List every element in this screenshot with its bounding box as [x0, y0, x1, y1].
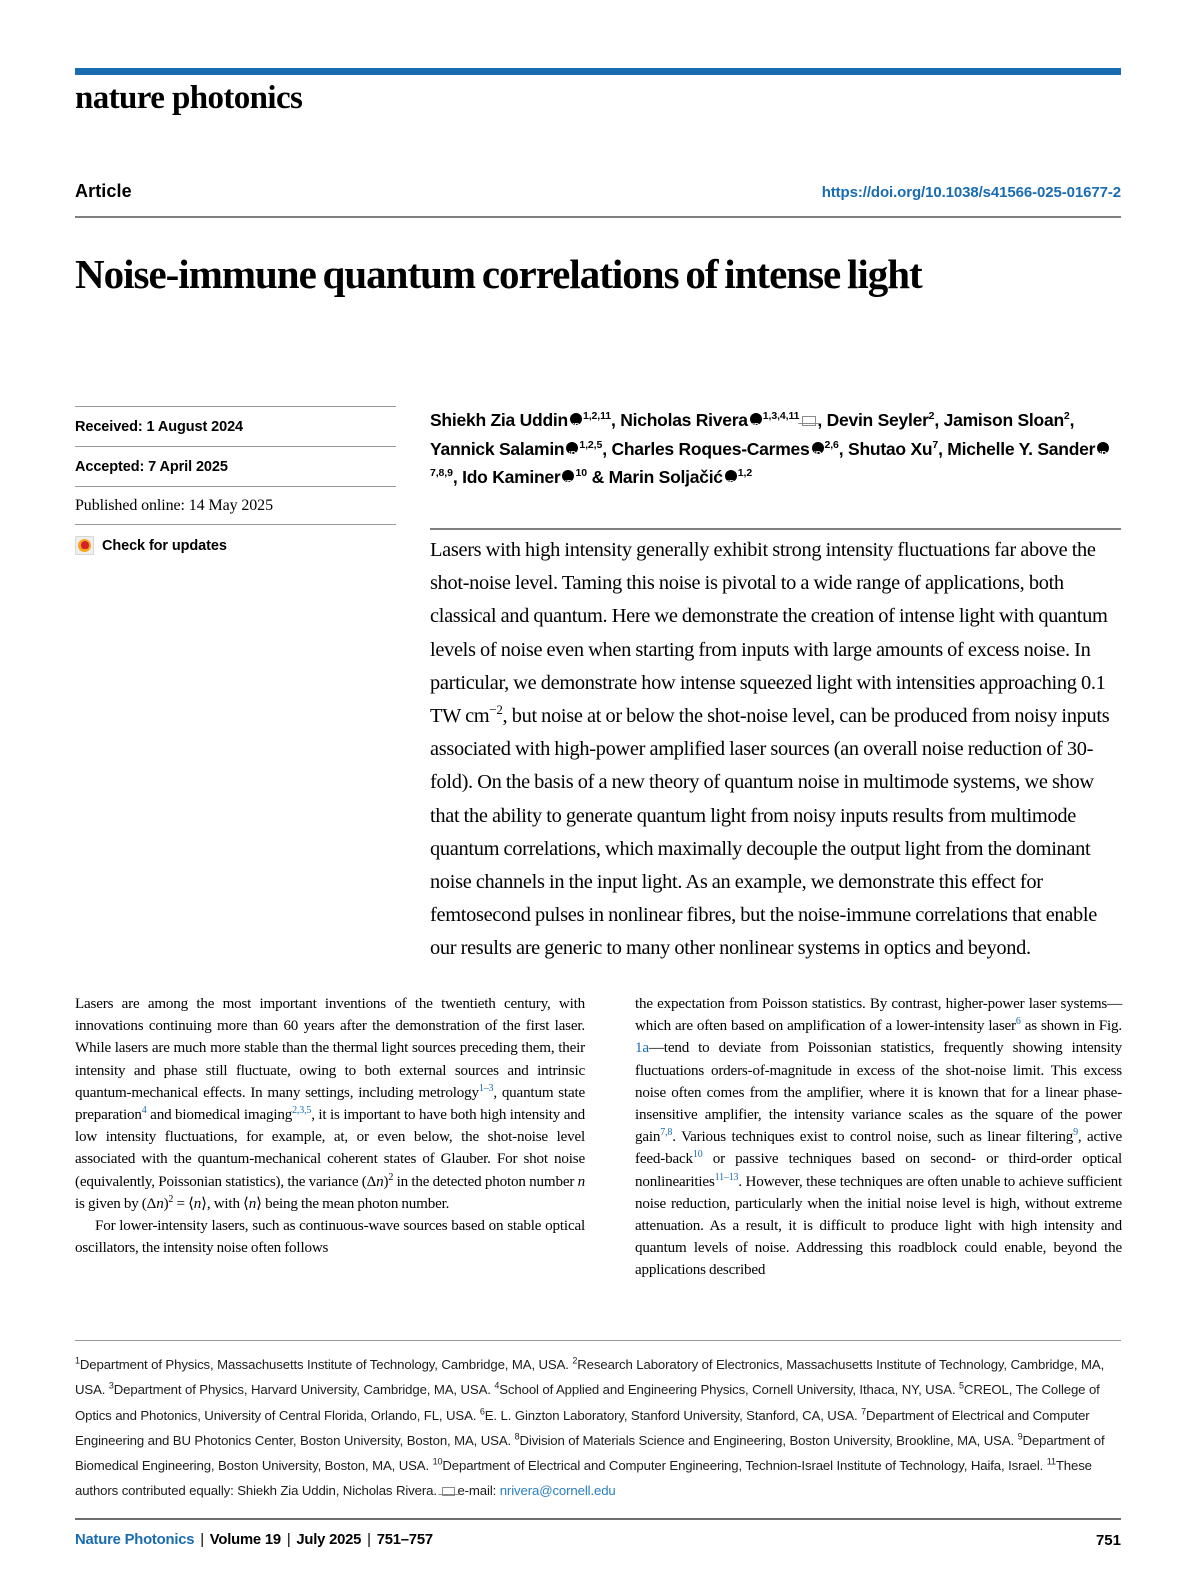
- reference-link[interactable]: 11–13: [714, 1171, 739, 1183]
- crossmark-icon: [75, 536, 94, 555]
- affiliation-text: E. L. Ginzton Laboratory, Stanford University, Stanford, CA, USA.: [484, 1407, 862, 1423]
- journal-logo: nature photonics: [75, 80, 303, 116]
- author-affiliation-sup: 7: [932, 438, 939, 451]
- email-label: e-mail:: [457, 1483, 500, 1499]
- affiliation-number: 9: [1017, 1431, 1023, 1442]
- author-affiliation-sup: 7,8,9: [430, 467, 453, 480]
- paragraph-text: the expectation from Poisson statistics. By contrast, higher-power laser systems—which are often based on amplification of a lower-intensity laser: [635, 996, 1122, 1035]
- affiliation-text: These authors contributed equally: Shiekh Zia Uddin, Nicholas Rivera.: [75, 1458, 1092, 1499]
- footer-citation: [75, 1532, 433, 1548]
- orcid-icon[interactable]: [570, 413, 582, 425]
- abstract-text-part2: , but noise at or below the shot-noise level, can be produced from noisy inputs associated with high-power amplified laser sources (an overall noise reduction of 30-fold). On the basis of a new theory of quantum noise in multimode systems, we show that the ability to generate quantum light from noisy inputs results from multimode quantum correlations, which maximally decouple the output light from the dominant noise channels in the input light. As an example, we demonstrate this effect for femtosecond pulses in nonlinear fibres, but the noise-immune correlations that enable our results are generic to many other nonlinear systems in optics and beyond.: [430, 705, 1110, 960]
- math-variable: n: [376, 1173, 384, 1190]
- affiliation-number: 8: [514, 1431, 520, 1442]
- paragraph-text: , it is important to have both high intensity and low intensity fluctuations, for example, at, or even below, the shot-noise level associated with the quantum-mechanical coherent states of Glauber. For shot noise (equivalently, Poissonian statistics), the variance (Δ: [75, 1107, 586, 1190]
- paragraph: [635, 993, 1122, 1282]
- author-name: Charles Roques-Carmes: [611, 438, 810, 459]
- affiliation-text: CREOL, The College of Optics and Photonics, University of Central Florida, Orlando, FL, USA.: [75, 1382, 1100, 1423]
- page-title: Noise-immune quantum correlations of intense light: [75, 251, 922, 298]
- author-name: Marin Soljačić: [608, 467, 723, 487]
- author-affiliation-sup: 1,3,4,11: [762, 410, 800, 423]
- body-column-left: [75, 993, 585, 1259]
- orcid-icon[interactable]: [812, 442, 824, 454]
- author-separator: ,: [938, 438, 948, 459]
- reference-link[interactable]: 10: [692, 1149, 703, 1161]
- affiliation-number: 1: [75, 1355, 80, 1366]
- math-superscript: 2: [388, 1171, 394, 1183]
- masthead-accent-rule: [75, 68, 1121, 75]
- paragraph-text: is given by (Δ: [75, 1195, 157, 1212]
- author-affiliation-sup: 2: [1063, 410, 1070, 423]
- accepted-date: Accepted: 7 April 2025: [75, 459, 228, 475]
- footer-separator: |: [196, 1532, 208, 1548]
- article-type-label: Article: [75, 181, 132, 201]
- math-variable: n: [248, 1195, 257, 1212]
- author-name: Shutao Xu: [848, 438, 933, 459]
- paragraph-text: , active feed-back: [635, 1129, 1122, 1168]
- article-metadata: [75, 406, 396, 555]
- author-affiliation-sup: 1,2,11: [582, 410, 611, 423]
- paragraph: [75, 993, 585, 1215]
- reference-link[interactable]: 7,8: [660, 1127, 673, 1139]
- abstract: [430, 534, 1122, 966]
- orcid-icon[interactable]: [566, 442, 578, 454]
- affiliation-number: 10: [432, 1456, 443, 1467]
- body-column-right: [635, 993, 1122, 1282]
- affiliation-text: Department of Physics, Massachusetts Institute of Technology, Cambridge, MA, USA.: [79, 1357, 573, 1372]
- paragraph-text: —tend to deviate from Poissonian statistics, frequently showing intensity fluctuations orders-of-magnitude in excess of the shot-noise limit. This excess noise often comes from the amplifier, where it is known that for a linear phase-insensitive amplifier, the intensity variance scales as the square of the power gain: [635, 1040, 1122, 1146]
- author-separator: ,: [934, 410, 944, 430]
- author-name: Yannick Salamin: [430, 438, 565, 459]
- affiliation-number: 6: [479, 1406, 485, 1417]
- affiliation-text: Department of Electrical and Computer Engineering, Technion-Israel Institute of Technology, Haifa, Israel.: [442, 1458, 1047, 1474]
- reference-link[interactable]: 6: [1015, 1016, 1021, 1028]
- orcid-icon[interactable]: [1097, 442, 1109, 454]
- doi-link[interactable]: https://doi.org/10.1038/s41566-025-01677-2: [821, 184, 1121, 201]
- figure-link[interactable]: 1a: [635, 1040, 649, 1057]
- author-separator: ,: [452, 467, 463, 487]
- author-affiliation-sup: 2,6: [824, 438, 839, 451]
- affiliation-text: Department of Electrical and Computer Engineering and BU Photonics Center, Boston University, Boston, MA, USA.: [75, 1407, 1090, 1448]
- paragraph: For lower-intensity lasers, such as continuous-wave sources based on stable optical oscillators, the intensity noise often follows: [75, 1218, 585, 1257]
- email-link[interactable]: nrivera@cornell.edu: [499, 1483, 616, 1499]
- author-name: Shiekh Zia Uddin: [430, 410, 568, 430]
- affiliation-text: Department of Biomedical Engineering, Boston University, Boston, MA, USA.: [75, 1432, 1105, 1474]
- affiliations-block: [75, 1352, 1122, 1504]
- author-affiliation-sup: 1,2: [737, 467, 753, 480]
- check-for-updates-label: Check for updates: [102, 537, 227, 554]
- author-affiliation-sup: 1,2,5: [579, 438, 603, 451]
- email-icon: [442, 1487, 455, 1496]
- footer-separator: |: [282, 1532, 295, 1548]
- abstract-divider: [430, 528, 1121, 530]
- orcid-icon[interactable]: [562, 470, 574, 482]
- reference-link[interactable]: 9: [1073, 1127, 1078, 1139]
- math-variable: n: [193, 1195, 202, 1212]
- footer-journal-name: Nature Photonics: [75, 1532, 195, 1548]
- math-superscript: 2: [168, 1193, 174, 1205]
- orcid-icon[interactable]: [750, 413, 762, 425]
- received-date: Received: 1 August 2024: [75, 419, 244, 435]
- author-name: Ido Kaminer: [462, 467, 561, 487]
- paragraph-text: , quantum state preparation: [75, 1084, 585, 1124]
- footer-divider: [75, 1518, 1121, 1520]
- email-icon[interactable]: [802, 416, 816, 426]
- abstract-superscript: −2: [489, 702, 503, 718]
- page-number: 751: [1095, 1532, 1121, 1549]
- paragraph-text: = ⟨: [173, 1195, 194, 1212]
- paragraph-text: . However, these techniques are often unable to achieve sufficient noise reduction, particularly when the initial noise level is high, without extreme attenuation. As a result, it is difficult to produce light with high intensity and quantum levels of noise. Addressing this roadblock could enable, beyond the applications described: [635, 1173, 1122, 1279]
- math-variable: n: [577, 1173, 585, 1190]
- published-date: Published online: 14 May 2025: [75, 497, 273, 514]
- affiliation-number: 7: [861, 1406, 867, 1417]
- affiliation-number: 2: [572, 1355, 578, 1366]
- paragraph-text: in the detected photon number: [393, 1173, 578, 1190]
- author-separator: ,: [602, 438, 612, 459]
- footer-date: July 2025: [296, 1532, 362, 1548]
- author-affiliation-sup: 2: [928, 410, 935, 423]
- affiliation-number: 5: [959, 1380, 964, 1391]
- paragraph-text: as shown in Fig.: [1020, 1018, 1122, 1035]
- paragraph-text: . Various techniques exist to control noise, such as linear filtering: [672, 1129, 1074, 1146]
- author-name: Nicholas Rivera: [620, 410, 748, 430]
- check-for-updates-button[interactable]: [75, 525, 396, 555]
- author-list: [430, 406, 1120, 492]
- author-name: Michelle Y. Sander: [947, 438, 1096, 459]
- footer-pages: 751–757: [376, 1532, 433, 1548]
- reference-link[interactable]: 1–3: [478, 1082, 494, 1094]
- author-ampersand: &: [591, 467, 604, 487]
- reference-link[interactable]: 2,3,5: [292, 1104, 312, 1116]
- author-name: Devin Seyler: [826, 410, 929, 430]
- paragraph-text: Lasers are among the most important inventions of the twentieth century, with innovations continuing more than 60 years after the demonstration of the first laser. While lasers are much more stable than the thermal light sources preceding them, their intensity and phase still fluctuate, owing to both external sources and intrinsic quantum-mechanical effects. In many settings, including metrology: [75, 996, 585, 1101]
- footer-separator: |: [363, 1532, 375, 1548]
- paragraph-text: or passive techniques based on second- or third-order optical nonlinearities: [635, 1151, 1122, 1190]
- author-affiliation-sup: 10: [575, 467, 587, 480]
- affiliation-text: Department of Physics, Harvard University, Cambridge, MA, USA.: [113, 1382, 495, 1398]
- affiliations-divider: [75, 1340, 1121, 1341]
- orcid-icon[interactable]: [725, 470, 737, 482]
- author-name: Jamison Sloan: [943, 410, 1064, 430]
- affiliation-text: Research Laboratory of Electronics, Massachusetts Institute of Technology, Cambridge, MA, USA.: [75, 1357, 1105, 1398]
- reference-link[interactable]: 4: [141, 1104, 147, 1116]
- footer-volume: Volume 19: [209, 1532, 281, 1548]
- paragraph-text: ⟩, with ⟨: [201, 1195, 249, 1212]
- author-separator: ,: [838, 438, 849, 459]
- affiliation-text: Division of Materials Science and Engineering, Boston University, Brookline, MA, USA.: [519, 1432, 1018, 1448]
- affiliation-text: School of Applied and Engineering Physics, Cornell University, Ithaca, NY, USA.: [499, 1382, 960, 1398]
- author-separator: ,: [610, 410, 621, 430]
- paragraph-text: ): [163, 1195, 169, 1212]
- paragraph-text: ): [383, 1173, 389, 1190]
- author-separator: ,: [1069, 410, 1075, 430]
- paragraph-text: and biomedical imaging: [146, 1107, 293, 1124]
- math-variable: n: [156, 1195, 164, 1212]
- affiliation-number: 3: [108, 1380, 114, 1391]
- header-divider: [75, 216, 1121, 218]
- abstract-text-part1: Lasers with high intensity generally exhibit strong intensity fluctuations far above the shot-noise level. Taming this noise is pivotal to a wide range of applications, both classical and quantum. Here we demonstrate the creation of intense light with quantum levels of noise even when starting from inputs with large amounts of excess noise. In particular, we demonstrate how intense squeezed light with intensities approaching 0.1 TW cm: [430, 539, 1108, 728]
- affiliation-number: 4: [494, 1380, 500, 1391]
- author-separator: ,: [817, 410, 827, 430]
- affiliation-number: 11: [1046, 1456, 1056, 1467]
- paragraph-text: ⟩ being the mean photon number.: [256, 1195, 450, 1212]
